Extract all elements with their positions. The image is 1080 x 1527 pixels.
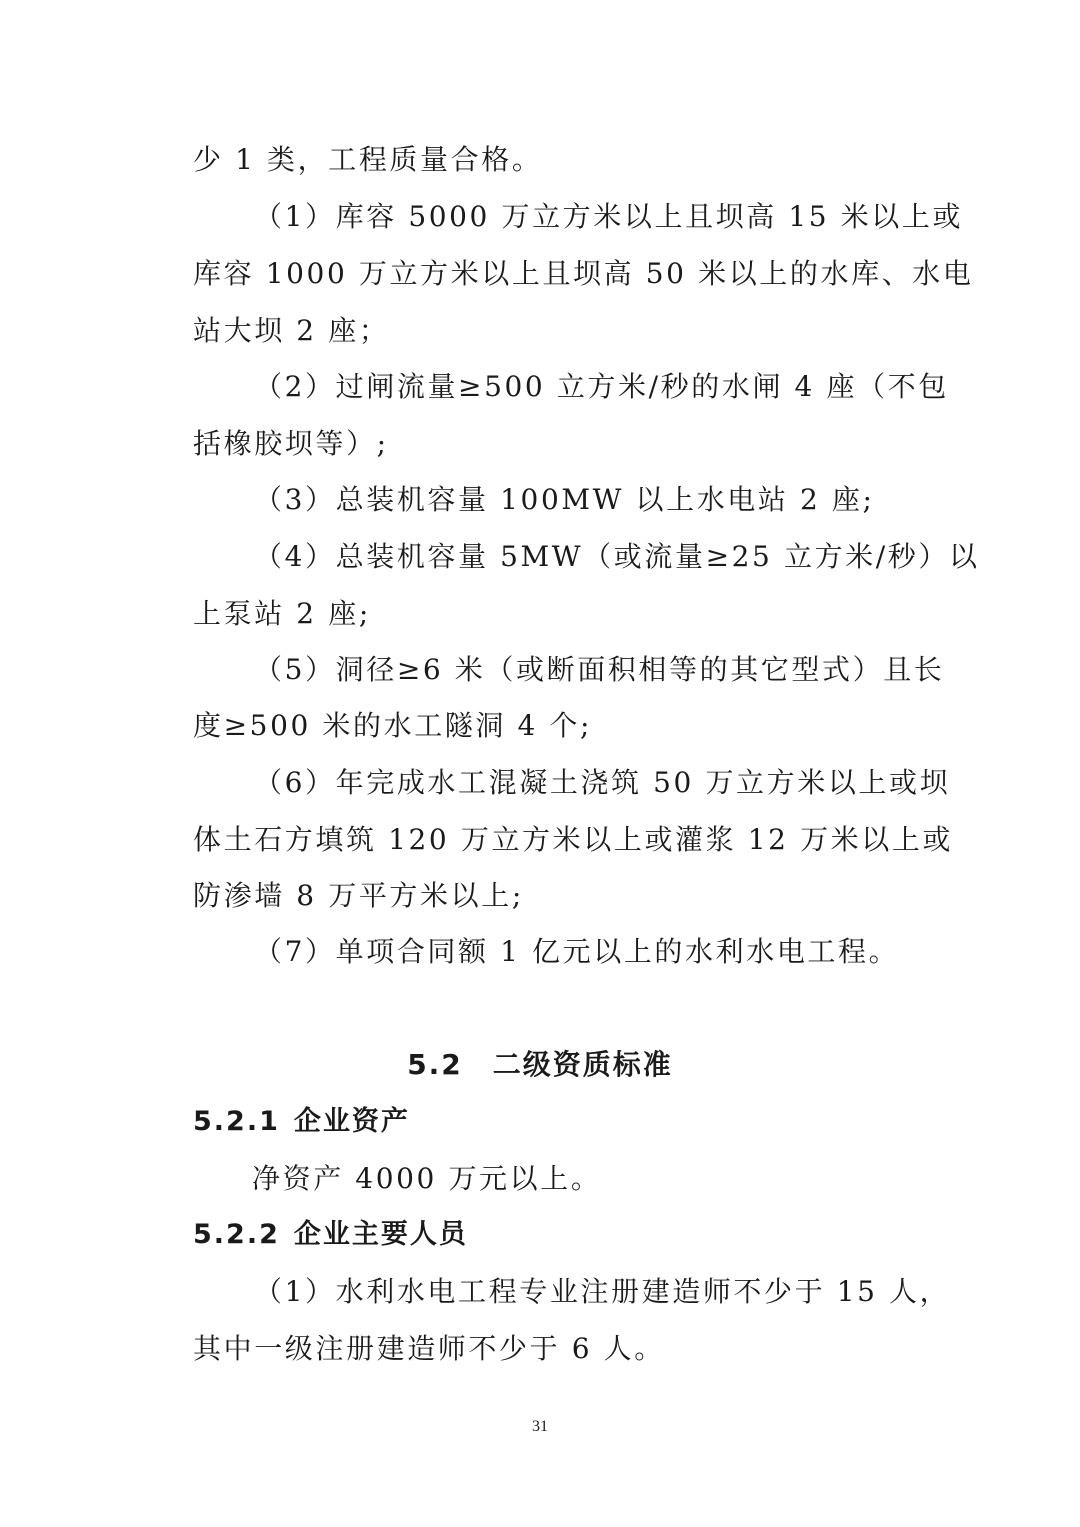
text-line: （1）水利水电工程专业注册建造师不少于 15 人，: [254, 1275, 951, 1308]
subsection-number: 5.2.2: [193, 1219, 280, 1250]
section-number: 5.2: [407, 1048, 463, 1081]
page-number: 31: [532, 1418, 548, 1435]
text-line: 体土石方填筑 120 万立方米以上或灌浆 12 万米以上或: [193, 823, 954, 856]
text-line: 净资产 4000 万元以上。: [252, 1162, 602, 1195]
text-line: （6）年完成水工混凝土浇筑 50 万立方米以上或坝: [254, 766, 951, 799]
text-line: （2）过闸流量≥500 立方米/秒的水闸 4 座（不包: [254, 370, 949, 403]
subsection-number: 5.2.1: [193, 1106, 280, 1137]
text-line: 少 1 类，工程质量合格。: [193, 143, 543, 176]
text-line: 其中一级注册建造师不少于 6 人。: [193, 1332, 665, 1365]
text-line: 库容 1000 万立方米以上且坝高 50 米以上的水库、水电: [193, 257, 974, 290]
section-heading: [0, 1045, 1080, 1085]
subsection-title: 企业主要人员: [293, 1219, 468, 1250]
text-line: 度≥500 米的水工隧洞 4 个;: [193, 709, 593, 742]
text-line: 上泵站 2 座;: [193, 597, 371, 630]
text-line: （7）单项合同额 1 亿元以上的水利水电工程。: [254, 935, 900, 968]
text-line: （5）洞径≥6 米（或断面积相等的其它型式）且长: [254, 653, 945, 686]
subsection-heading: [193, 1215, 468, 1255]
text-line: （4）总装机容量 5MW（或流量≥25 立方米/秒）以: [254, 540, 980, 573]
subsection-heading: [193, 1102, 410, 1142]
text-line: （1）库容 5000 万立方米以上且坝高 15 米以上或: [254, 200, 964, 233]
text-line: 括橡胶坝等）;: [193, 427, 389, 460]
text-line: 防渗墙 8 万平方米以上;: [193, 879, 524, 912]
text-line: （3）总装机容量 100MW 以上水电站 2 座;: [254, 483, 875, 516]
text-line: 站大坝 2 座；: [193, 314, 390, 347]
section-title: 二级资质标准: [492, 1048, 673, 1081]
subsection-title: 企业资产: [293, 1106, 410, 1137]
